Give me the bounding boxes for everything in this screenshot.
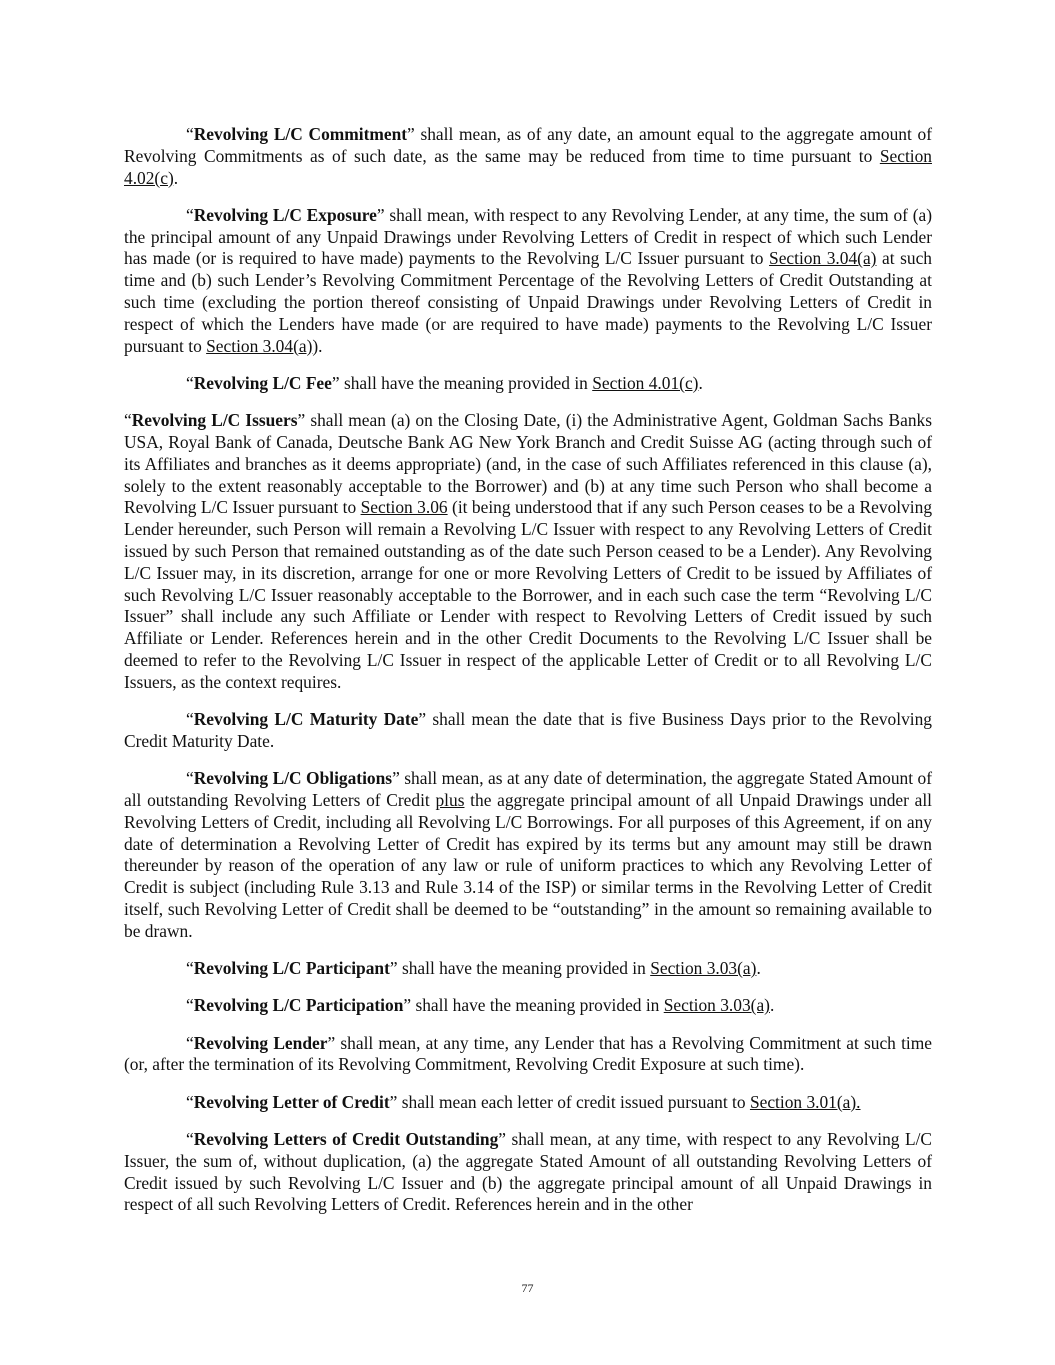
section-reference: Section 4.02(c) — [124, 145, 932, 188]
definition-text: . — [769, 995, 775, 1016]
definition-text: shall have the meaning provided in — [339, 372, 593, 393]
page-number: 77 — [521, 1281, 534, 1295]
definition-paragraph: “Revolving L/C Participation” shall have the meaning provided in Section 3.03(a). — [186, 995, 775, 1016]
defined-term: Revolving L/C Participation — [193, 995, 404, 1016]
definition-paragraph: “Revolving L/C Maturity Date” shall mean the date that is five Business Days prior to the Revolving Credit Maturity Date. — [124, 709, 932, 751]
definition-text: shall have the meaning provided in — [397, 958, 651, 979]
definition-paragraph: “Revolving L/C Obligations” shall mean, as at any date of determination, the aggregate Stated Amount of all outstanding Revolving Letters of Credit plus the aggregate principal amount of all Unpaid Drawings under all Revolving Letters of Credit, including all Revolving L/C Borrowings. For all purposes of this Agreement, if on any date of determination a Revolving Letter of Credit has expired by its terms but any amount may still be drawn thereunder by reason of the operation of any law or rule of uniform practices to which any Revolving Letter of Credit is subject (including Rule 3.13 and Rule 3.14 of the ISP) or similar terms in the Revolving Letter of Credit itself, such Revolving Letter of Credit shall be deemed to be “outstanding” in the amount so remaining available to be drawn. — [124, 768, 933, 941]
definition-text: shall mean, at any time, with respect to any Revolving L/C Issuer, the sum of, without duplication, (a) the aggregate Stated Amount of all outstanding Revolving Letters of Credit issued by such Revolving L/C Issuer and (b) the aggregate principal amount of all Unpaid Drawings in respect of all such Revolving Letters of Credit. References herein and in the other — [124, 1129, 932, 1215]
defined-term: Revolving L/C Commitment — [193, 124, 408, 144]
section-reference: plus — [435, 790, 465, 811]
definition-text: (it being understood that if any such Person ceases to be a Revolving Lender hereunder, such Person will remain a Revolving L/C Issuer with respect to any Revolving Letters of Credit issued by such Person that remained outstanding as of the date such Person ceased to be a Lender). Any Revolving L/C Issuer may, in its discretion, arrange for one or more Revolving Letters of Credit to be issued by Affiliates of such Revolving L/C Issuer reasonably acceptable to the Borrower, and in each such case the term “Revolving L/C Issuer” shall include any such Affiliate or Lender with respect to Revolving Letters of Credit issued by such Affiliate or Lender. References herein and in the other Credit Documents to the Revolving L/C Issuer shall be deemed to refer to the Revolving L/C Issuer in respect of the applicable Letter of Credit or to all Revolving L/C Issuers, as the context requires. — [124, 497, 933, 692]
section-reference: Section 3.06 — [360, 497, 448, 518]
definition-text: shall mean each letter of credit issued pursuant to — [397, 1091, 750, 1112]
definition-paragraph: “Revolving L/C Fee” shall have the meaning provided in Section 4.01(c). — [186, 372, 703, 393]
definition-paragraph: “Revolving L/C Participant” shall have the meaning provided in Section 3.03(a). — [186, 958, 761, 979]
definition-text: shall mean (a) on the Closing Date, (i) the Administrative Agent, Goldman Sachs Banks USA, Royal Bank of Canada, Deutsche Bank AG New York Branch and Credit Suisse AG (acting through such of its Affiliates and branches as it deems appropriate) (and, in the case of such Affiliates referenced in this clause (a), solely to the extent reasonably acceptable to the Borrower) and (b) at any time such Person who shall become a Revolving L/C Issuer pursuant to — [124, 410, 932, 518]
definition-text: at such time and (b) such Lender’s Revolving Commitment Percentage of the Revolving Letters of Credit Outstanding at such time (excluding the portion thereof consisting of Unpaid Drawings under Revolving Letters of Credit in respect of which the Lenders have made (or are required to have made) payments to the Revolving L/C Issuer pursuant to — [124, 248, 932, 356]
section-reference: Section 4.01(c) — [592, 372, 699, 393]
definitions-list — [124, 124, 932, 1216]
section-reference: Section 3.03(a) — [650, 958, 757, 979]
definition-text: . — [173, 167, 179, 188]
definition-text: the aggregate principal amount of all Unpaid Drawings under all Revolving Letters of Credit, including all Revolving L/C Borrowings. For all purposes of this Agreement, if on any date of determination a Revolving Letter of Credit has expired by its terms but any amount may still be drawn thereunder by reason of the operation of any law or rule of uniform practices to which any Revolving Letter of Credit is subject (including Rule 3.13 and Rule 3.14 of the ISP) or similar terms in the Revolving Letter of Credit itself, such Revolving Letter of Credit shall be deemed to be “outstanding” in the amount so remaining available to be drawn. — [124, 790, 932, 941]
defined-term: Revolving Lender — [193, 1032, 328, 1053]
definition-text: . — [756, 958, 761, 979]
section-reference: Section 3.01(a). — [749, 1091, 861, 1112]
defined-term: Revolving L/C Fee — [193, 372, 332, 393]
defined-term: Revolving Letter of Credit — [193, 1091, 390, 1112]
definition-text: shall mean the date that is five Business Days prior to the Revolving Credit Maturity Date. — [124, 709, 932, 751]
section-reference: Section 3.04(a) — [206, 335, 313, 356]
definition-paragraph: “Revolving L/C Commitment” shall mean, as of any date, an amount equal to the aggregate amount of Revolving Commitments as of such date, as the same may be reduced from time to time pursuant to Section 4.02(c). — [124, 124, 932, 188]
definition-paragraph: “Revolving L/C Issuers” shall mean (a) on the Closing Date, (i) the Administrative Agent, Goldman Sachs Banks USA, Royal Bank of Canada, Deutsche Bank AG New York Branch and Credit Suisse AG (acting through such of its Affiliates and branches as it deems appropriate) (and, in the case of such Affiliates referenced in this clause (a), solely to the extent reasonably acceptable to the Borrower) and (b) at any time such Person who shall become a Revolving L/C Issuer pursuant to Section 3.06 (it being understood that if any such Person ceases to be a Revolving Lender hereunder, such Person will remain a Revolving L/C Issuer with respect to any Revolving Letters of Credit issued by such Person that remained outstanding as of the date such Person ceased to be a Lender). Any Revolving L/C Issuer may, in its discretion, arrange for one or more Revolving Letters of Credit to be issued by Affiliates of such Revolving L/C Issuer reasonably acceptable to the Borrower, and in each such case the term “Revolving L/C Issuer” shall include any such Affiliate or Lender with respect to Revolving Letters of Credit issued by such Affiliate or Lender. References herein and in the other Credit Documents to the Revolving L/C Issuer shall be deemed to refer to the Revolving L/C Issuer in respect of the applicable Letter of Credit or to all Revolving L/C Issuers, as the context requires. — [124, 410, 933, 692]
definition-text: shall mean, as of any date, an amount equal to the aggregate amount of Revolving Commitments as of such date, as the same may be reduced from time to time pursuant to — [124, 124, 932, 166]
definition-text: ). — [312, 335, 323, 356]
definition-text: shall mean, as at any date of determination, the aggregate Stated Amount of all outstanding Revolving Letters of Credit — [124, 768, 933, 811]
section-reference: Section 3.04(a) — [769, 248, 877, 269]
definition-text: shall mean, with respect to any Revolving Lender, at any time, the sum of (a) the principal amount of any Unpaid Drawings under Revolving Letters of Credit in respect of which such Lender has made (or is required to have made) payments to the Revolving L/C Issuer pursuant to — [124, 204, 932, 269]
definition-text: shall mean, at any time, any Lender that has a Revolving Commitment at such time (or, after the termination of its Revolving Commitment, Revolving Credit Exposure at such time). — [124, 1032, 932, 1075]
definition-paragraph: “Revolving Letter of Credit” shall mean each letter of credit issued pursuant to Section 3.01(a). — [186, 1091, 861, 1112]
definition-text: shall have the meaning provided in — [411, 995, 664, 1016]
defined-term: Revolving Letters of Credit Outstanding — [193, 1129, 499, 1150]
defined-term: Revolving L/C Obligations — [193, 768, 393, 789]
definition-text: . — [698, 372, 703, 393]
defined-term: Revolving L/C Maturity Date — [193, 709, 419, 730]
document-page — [124, 124, 932, 1232]
section-reference: Section 3.03(a) — [663, 995, 770, 1016]
defined-term: Revolving L/C Issuers — [131, 410, 298, 431]
defined-term: Revolving L/C Participant — [193, 958, 390, 979]
defined-term: Revolving L/C Exposure — [193, 204, 377, 225]
definition-paragraph: “Revolving Lender” shall mean, at any time, any Lender that has a Revolving Commitment at such time (or, after the termination of its Revolving Commitment, Revolving Credit Exposure at such time). — [124, 1032, 932, 1075]
definition-paragraph: “Revolving Letters of Credit Outstanding” shall mean, at any time, with respect to any Revolving L/C Issuer, the sum of, without duplication, (a) the aggregate Stated Amount of all outstanding Revolving Letters of Credit issued by such Revolving L/C Issuer and (b) the aggregate principal amount of all Unpaid Drawings in respect of all such Revolving Letters of Credit. References herein and in the other — [124, 1129, 932, 1215]
definition-paragraph: “Revolving L/C Exposure” shall mean, with respect to any Revolving Lender, at any time, the sum of (a) the principal amount of any Unpaid Drawings under Revolving Letters of Credit in respect of which such Lender has made (or is required to have made) payments to the Revolving L/C Issuer pursuant to Section 3.04(a) at such time and (b) such Lender’s Revolving Commitment Percentage of the Revolving Letters of Credit Outstanding at such time (excluding the portion thereof consisting of Unpaid Drawings under Revolving Letters of Credit in respect of which the Lenders have made (or are required to have made) payments to the Revolving L/C Issuer pursuant to Section 3.04(a)). — [124, 204, 932, 356]
